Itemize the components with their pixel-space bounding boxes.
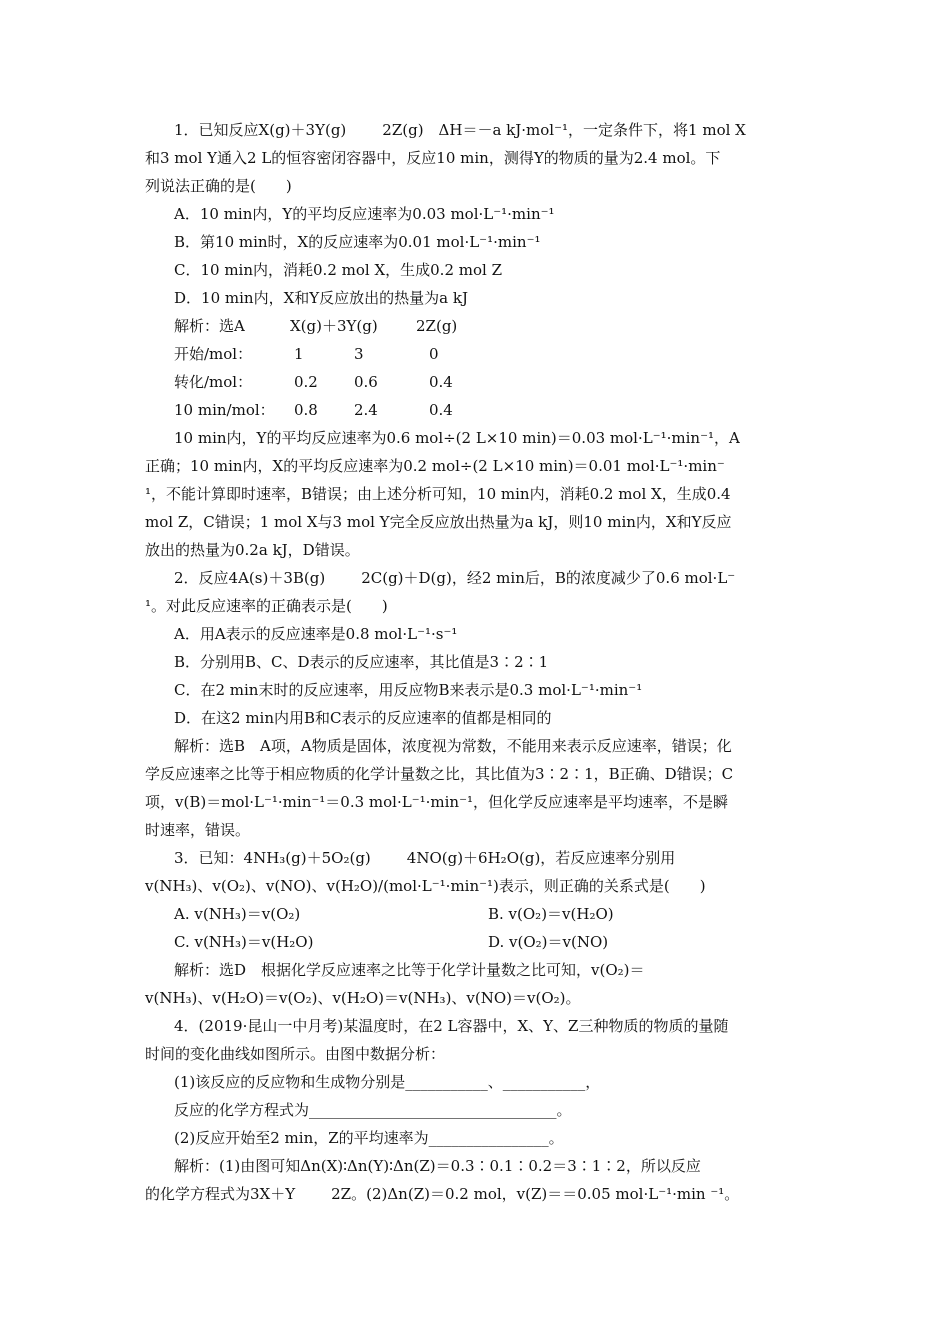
q4-stem-line-2: 时间的变化曲线如图所示。由图中数据分析： [145,1045,446,1063]
q4-subquestion-1: (1)该反应的反应物和生成物分别是___________、___________， [174,1073,601,1091]
q1-analysis-line: 10 min内，Y的平均反应速率为0.6 mol÷(2 L×10 min)＝0.03 mol·L⁻¹·min⁻¹，A [174,429,740,447]
q1-table-row: 开始/mol： 1 3 0 [174,345,439,363]
q2-analysis-line: 解析：选B A项，A物质是固体，浓度视为常数，不能用来表示反应速率，错误；化 [174,737,732,755]
q2-option-a: A．用A表示的反应速率是0.8 mol·L⁻¹·s⁻¹ [174,625,458,643]
q2-analysis-line: 时速率，错误。 [145,821,251,839]
document-content [145,116,807,1208]
q3-stem-line-2: v(NH₃)、v(O₂)、v(NO)、v(H₂O)/(mol·L⁻¹·min⁻¹)表示，则正确的关系式是( ) [145,877,706,895]
q1-stem-line-2: 和3 mol Y通入2 L的恒容密闭容器中，反应10 min，测得Y的物质的量为2.4 mol。下 [145,149,721,167]
q3-analysis-line: v(NH₃)、v(H₂O)＝v(O₂)、v(H₂O)＝v(NH₃)、v(NO)＝v(O₂)。 [145,989,581,1007]
q3-options-row [145,900,807,928]
q1-analysis-line: 正确；10 min内，X的平均反应速率为0.2 mol÷(2 L×10 min)＝0.01 mol·L⁻¹·min⁻ [145,457,725,475]
q1-analysis-line: ¹，不能计算即时速率，B错误；由上述分析可知，10 min内，消耗0.2 mol X，生成0.4 [145,485,731,503]
q3-option-c: C. v(NH₃)＝v(H₂O) [174,933,314,951]
q2-analysis-line: 项，v(B)＝mol·L⁻¹·min⁻¹＝0.3 mol·L⁻¹·min⁻¹，但化学反应速率是平均速率，不是瞬 [145,793,729,811]
q1-option-a: A．10 min内，Y的平均反应速率为0.03 mol·L⁻¹·min⁻¹ [174,205,555,223]
q2-option-b: B．分别用B、C、D表示的反应速率，其比值是3∶2∶1 [174,653,549,671]
q1-table-row: 转化/mol： 0.2 0.6 0.4 [174,373,453,391]
q2-stem-line-2: ¹。对此反应速率的正确表示是( ) [145,597,388,615]
q4-subquestion-1-equation: 反应的化学方程式为_________________________________。 [174,1101,572,1119]
q3-analysis-line: 解析：选D 根据化学反应速率之比等于化学计量数之比可知，v(O₂)＝ [174,961,645,979]
q4-subquestion-2: (2)反应开始至2 min，Z的平均速率为________________。 [174,1129,564,1147]
q1-option-b: B．第10 min时，X的反应速率为0.01 mol·L⁻¹·min⁻¹ [174,233,541,251]
q2-stem-line-1: 2．反应4A(s)＋3B(g) 2C(g)＋D(g)，经2 min后，B的浓度减少了0.6 mol·L⁻ [174,569,736,587]
q1-analysis-line: mol Z，C错误；1 mol X与3 mol Y完全反应放出热量为a kJ，则10 min内，X和Y反应 [145,513,732,531]
q4-analysis-line: 的化学方程式为3X＋Y 2Z。(2)Δn(Z)＝0.2 mol，v(Z)＝＝0.05 mol·L⁻¹·min ⁻¹。 [145,1185,740,1203]
q1-stem-line-3: 列说法正确的是( ) [145,177,292,195]
q3-option-d: D. v(O₂)＝v(NO) [488,933,609,951]
q1-analysis-line: 放出的热量为0.2a kJ，D错误。 [145,541,360,559]
q4-stem-line-1: 4．(2019·昆山一中月考)某温度时，在2 L容器中，X、Y、Z三种物质的物质的量随 [174,1017,729,1035]
q2-option-d: D．在这2 min内用B和C表示的反应速率的值都是相同的 [174,709,552,727]
q1-option-d: D．10 min内，X和Y反应放出的热量为a kJ [174,289,468,307]
q1-stem-line-1: 1．已知反应X(g)＋3Y(g) 2Z(g) ΔH＝－a kJ·mol⁻¹，一定条件下，将1 mol X [174,121,746,139]
q3-option-a: A. v(NH₃)＝v(O₂) [174,905,301,923]
q3-option-b: B. v(O₂)＝v(H₂O) [488,905,614,923]
q3-options-row [145,928,807,956]
q1-option-c: C．10 min内，消耗0.2 mol X，生成0.2 mol Z [174,261,503,279]
q3-stem-line-1: 3．已知：4NH₃(g)＋5O₂(g) 4NO(g)＋6H₂O(g)，若反应速率分别用 [174,849,676,867]
q1-solution-header: 解析：选A X(g)＋3Y(g) 2Z(g) [174,317,458,335]
q4-analysis-line: 解析：(1)由图可知Δn(X)∶Δn(Y)∶Δn(Z)＝0.3∶0.1∶0.2＝3∶1∶2，所以反应 [174,1157,701,1175]
q2-analysis-line: 学反应速率之比等于相应物质的化学计量数之比，其比值为3∶2∶1，B正确、D错误；C [145,765,734,783]
q1-table-row: 10 min/mol： 0.8 2.4 0.4 [174,401,453,419]
q2-option-c: C．在2 min末时的反应速率，用反应物B来表示是0.3 mol·L⁻¹·min⁻¹ [174,681,643,699]
